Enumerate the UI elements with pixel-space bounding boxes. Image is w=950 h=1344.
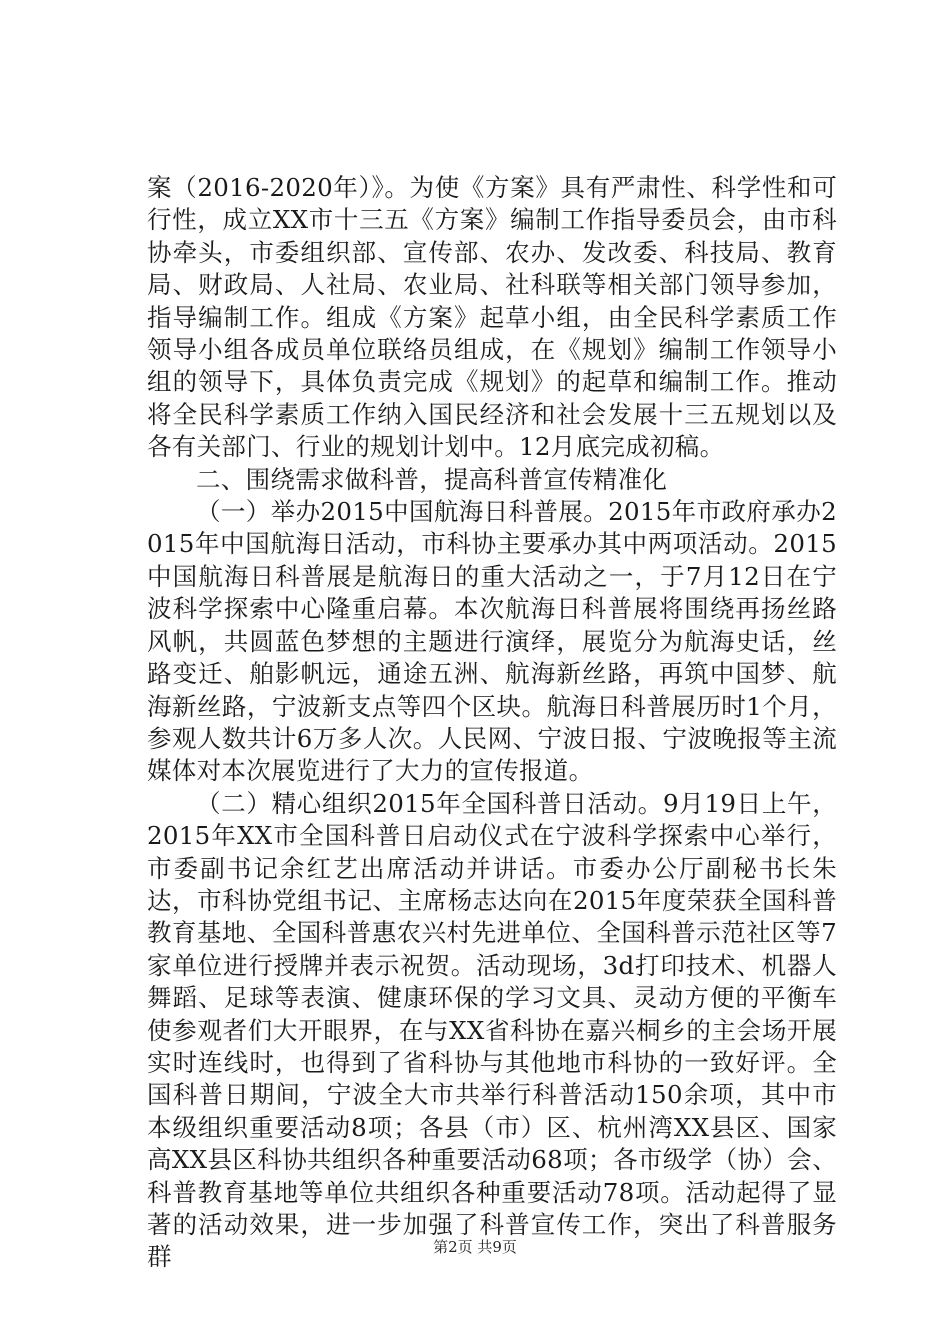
document-body	[147, 172, 837, 1274]
paragraph-science-day: （二）精心组织2015年全国科普日活动。9月19日上午，2015年XX市全国科普日启动仪式在宁波科学探索中心举行，市委副书记余红艺出席活动并讲话。市委办公厅副秘书长朱达，市科协党组书记、主席杨志达向在2015年度荣获全国科普教育基地、全国科普惠农兴村先进单位、全国科普示范社区等7家单位进行授牌并表示祝贺。活动现场，3d打印技术、机器人舞蹈、足球等表演、健康环保的学习文具、灵动方便的平衡车使参观者们大开眼界，在与XX省科协在嘉兴桐乡的主会场开展实时连线时，也得到了省科协与其他地市科协的一致好评。全国科普日期间，宁波全大市共举行科普活动150余项，其中市本级组织重要活动8项；各县（市）区、杭州湾XX县区、国家高XX县区科协共组织各种重要活动68项；各市级学（协）会、科普教育基地等单位共组织各种重要活动78项。活动起得了显著的活动效果，进一步加强了科普宣传工作，突出了科普服务群	[147, 788, 837, 1272]
page-number-footer: 第2页 共9页	[433, 1238, 517, 1256]
paragraph-navigation-day: （一）举办2015中国航海日科普展。2015年市政府承办2015年中国航海日活动，市科协主要承办其中两项活动。2015中国航海日科普展是航海日的重大活动之一，于7月12日在宁波科学探索中心隆重启幕。本次航海日科普展将围绕再扬丝路风帆，共圆蓝色梦想的主题进行演绎，展览分为航海史话，丝路变迁、舶影帆远，通途五洲、航海新丝路，再筑中国梦、航海新丝路，宁波新支点等四个区块。航海日科普展历时1个月，参观人数共计6万多人次。人民网、宁波日报、宁波晚报等主流媒体对本次展览进行了大力的宣传报道。	[147, 497, 837, 786]
section-heading: 二、围绕需求做科普，提高科普宣传精准化	[196, 464, 668, 494]
paragraph-continuation: 案（2016-2020年）》。为使《方案》具有严肃性、科学性和可行性，成立XX市十三五《方案》编制工作指导委员会，由市科协牵头，市委组织部、宣传部、农办、发改委、科技局、教育局、财政局、人社局、农业局、社科联等相关部门领导参加，指导编制工作。组成《方案》起草小组，由全民科学素质工作领导小组各成员单位联络员组成，在《规划》编制工作领导小组的领导下，具体负责完成《规划》的起草和编制工作。推动将全民科学素质工作纳入国民经济和社会发展十三五规划以及各有关部门、行业的规划计划中。12月底完成初稿。	[147, 173, 837, 462]
